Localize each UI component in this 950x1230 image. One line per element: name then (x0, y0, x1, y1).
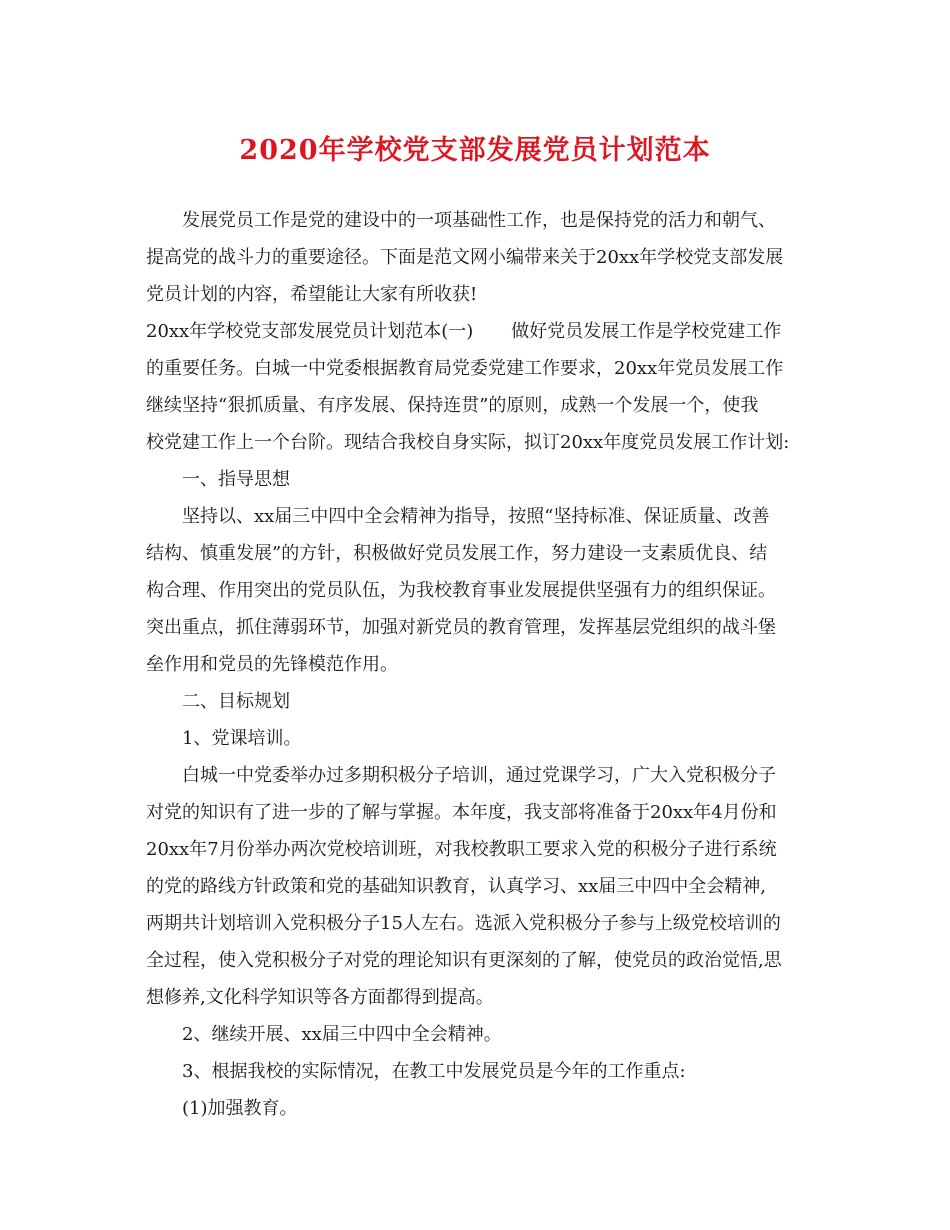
paragraph-line: 结构、慎重发展”的方针，积极做好党员发展工作，努力建设一支素质优良、结 (146, 543, 768, 564)
paragraph-text-inline: 做好党员发展工作是学校党建工作 (511, 321, 782, 342)
paragraph-line: 发展党员工作是党的建设中的一项基础性工作，也是保持党的活力和朝气、 (182, 210, 776, 231)
list-item: (1)加强教育。 (182, 1098, 298, 1119)
subsection-heading: 3、根据我校的实际情况，在教工中发展党员是今年的工作重点: (182, 1061, 686, 1082)
subsection-heading: 1、党课培训。 (182, 728, 302, 749)
paragraph-line: 的党的路线方针政策和党的基础知识教育，认真学习、xx届三中四中全会精神, (146, 876, 767, 897)
paragraph-line: 校党建工作上一个台阶。现结合我校自身实际，拟订20xx年度党员发展工作计划: (146, 432, 790, 453)
paragraph-line-combined (146, 317, 826, 347)
subsection-heading: 2、继续开展、xx届三中四中全会精神。 (182, 1024, 502, 1045)
section-heading-inline: 20xx年学校党支部发展党员计划范本(一) (146, 321, 474, 342)
paragraph-line: 坚持以、xx届三中四中全会精神为指导，按照“坚持标准、保证质量、改善 (182, 506, 770, 527)
section-heading: 二、目标规划 (182, 691, 290, 712)
paragraph-line: 构合理、作用突出的党员队伍，为我校教育事业发展提供坚强有力的组织保证。 (146, 580, 776, 601)
paragraph-line: 对党的知识有了进一步的了解与掌握。本年度，我支部将准备于20xx年4月份和 (146, 802, 777, 823)
paragraph-line: 的重要任务。白城一中党委根据教育局党委党建工作要求，20xx年党员发展工作 (146, 358, 784, 379)
paragraph-line: 20xx年7月份举办两次党校培训班，对我校教职工要求入党的积极分子进行系统 (146, 839, 777, 860)
paragraph-line: 两期共计划培训入党积极分子15人左右。选派入党积极分子参与上级党校培训的 (146, 913, 781, 934)
paragraph-line: 突出重点，抓住薄弱环节，加强对新党员的教育管理，发挥基层党组织的战斗堡 (146, 617, 776, 638)
document-title: 2020年学校党支部发展党员计划范本 (239, 135, 711, 166)
paragraph-line: 继续坚持“狠抓质量、有序发展、保持连贯”的原则，成熟一个发展一个，使我 (146, 395, 759, 416)
paragraph-line: 白城一中党委举办过多期积极分子培训，通过党课学习，广大入党积极分子 (182, 765, 776, 786)
section-heading: 一、指导思想 (182, 469, 290, 490)
paragraph-line: 提高党的战斗力的重要途径。下面是范文网小编带来关于20xx年学校党支部发展 (146, 247, 784, 268)
paragraph-line: 全过程，使入党积极分子对党的理论知识有更深刻的了解，使党员的政治觉悟,思 (146, 950, 782, 971)
paragraph-line: 垒作用和党员的先锋模范作用。 (146, 654, 398, 675)
paragraph-line: 想修养,文化科学知识等各方面都得到提高。 (146, 987, 494, 1008)
paragraph-line: 党员计划的内容，希望能让大家有所收获! (146, 284, 478, 305)
